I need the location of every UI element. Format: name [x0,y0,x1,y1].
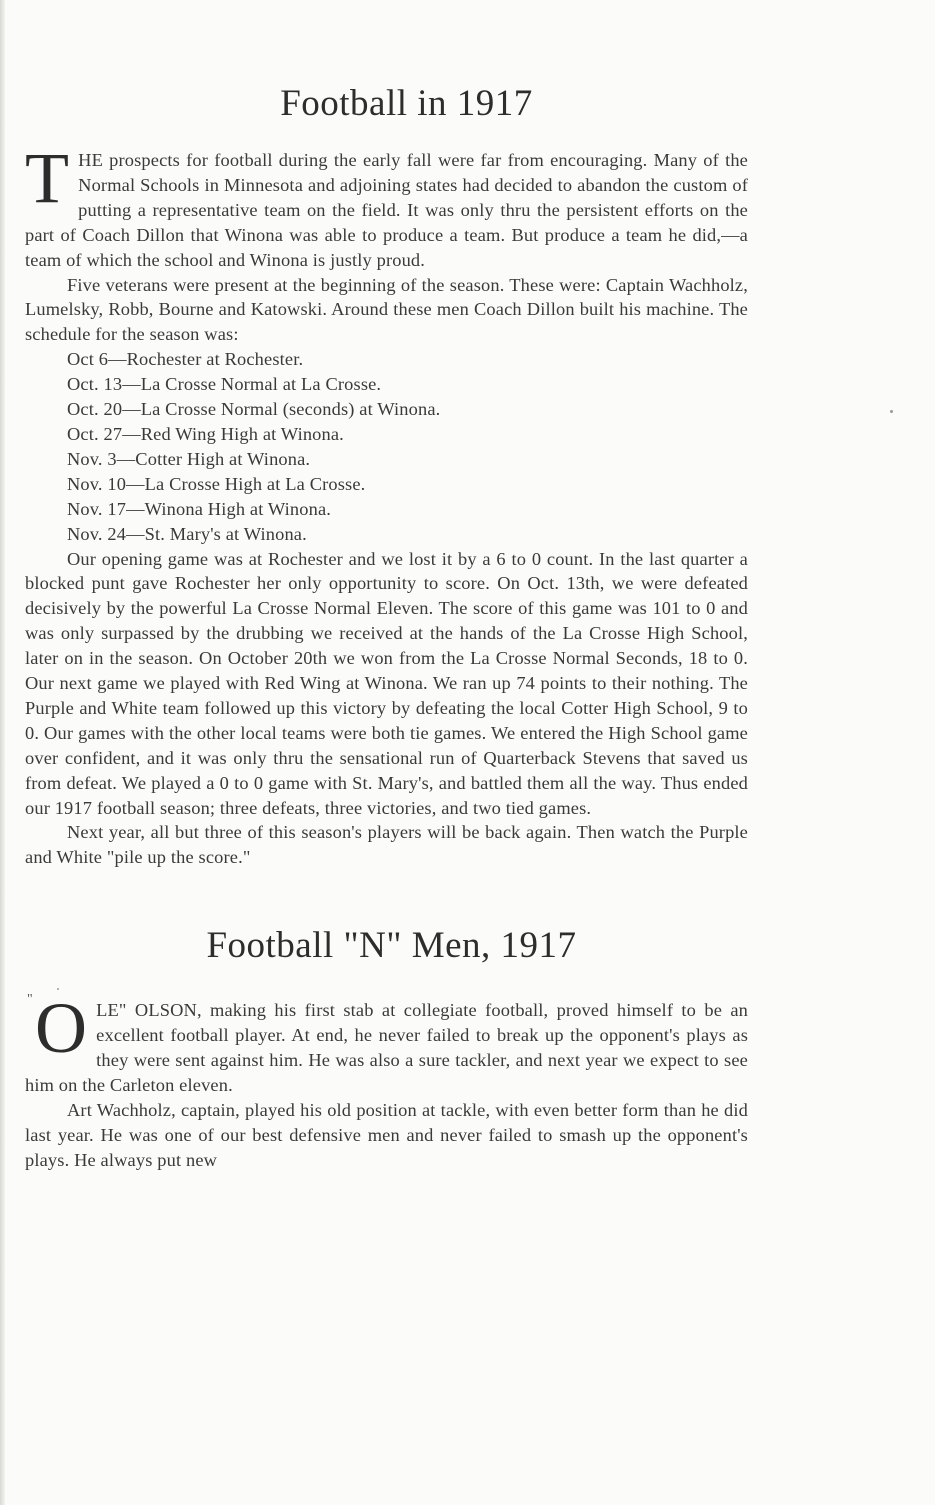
schedule-item: Nov. 10—La Crosse High at La Crosse. [67,473,366,494]
wachholz-paragraph: Art Wachholz, captain, played his old position at tackle, with even better form than he did last year. He was one of our best defensive men and never failed to smash up the opponent's plays. He always put new [25,1099,748,1170]
next-year-paragraph: Next year, all but three of this season's players will be back again. Then watch the Purple and White "pile up the score." [25,822,748,868]
page-column [25,80,748,1173]
schedule-list [25,347,748,546]
drop-cap-t: T [25,138,70,218]
heading-football-1917: Football in 1917 [280,83,533,124]
open-quote-mark: " [27,992,33,1008]
intro-text: HE prospects for football during the early fall were far from encouraging. Many of the Normal Schools in Minnesota and adjoining states had decided to abandon the custom of putting a representative team on the field. It was only thru the persistent efforts on the part of Coach Dillon that Winona was able to produce a team. But produce a team he did,—a team of which the school and Winona is justly proud. [25,150,748,270]
olson-paragraph [25,988,748,1098]
section-season-report [25,138,748,870]
schedule-item: Nov. 3—Cotter High at Winona. [67,448,311,469]
schedule-item: Oct 6—Rochester at Rochester. [67,349,304,370]
section-n-men [25,988,748,1172]
schedule-item: Nov. 24—St. Mary's at Winona. [67,523,307,544]
season-summary-paragraph: Our opening game was at Rochester and we lost it by a 6 to 0 count. In the last quarter a blocked punt gave Rochester her only opportunity to score. On Oct. 13th, we were defeated decisively by the powerful La Crosse Normal Eleven. The score of this game was 101 to 0 and was only surpassed by the drubbing we received at the hands of the La Crosse High School, later on in the season. On October 20th we won from the La Crosse Normal Seconds, 18 to 0. Our next game we played with Red Wing at Winona. We ran up 74 points to their nothing. The Purple and White team followed up this victory by defeating the local Cotter High School, 9 to 0. Our games with the other local teams were both tie games. We entered the High School game over confident, and it was only thru the sensational run of Quarterback Stevens that saved us from defeat. We played a 0 to 0 game with St. Mary's, and battled them all the way. Thus ended our 1917 football season; three defeats, three victories, and two tied games. [25,548,748,818]
schedule-item: Oct. 27—Red Wing High at Winona. [67,423,344,444]
veterans-paragraph: Five veterans were present at the beginning of the season. These were: Captain Wachholz, Lumelsky, Robb, Bourne and Katowski. Around these men Coach Dillon built his machine. The schedule for the season was: [25,274,748,345]
olson-text: LE" OLSON, making his first stab at collegiate football, proved himself to be an excellent football player. At end, he never failed to break up the opponent's plays as they were sent against him. He was also a sure tackler, and next year we expect to see him on the Carleton eleven. [25,1000,748,1095]
schedule-item: Oct. 13—La Crosse Normal at La Crosse. [67,374,382,395]
heading-n-men-1917: Football "N" Men, 1917 [206,925,577,967]
page-edge-shadow [0,0,5,1505]
paper-speck [890,410,893,413]
intro-paragraph [25,138,748,273]
schedule-item: Nov. 17—Winona High at Winona. [67,498,332,519]
drop-cap-o: O [35,988,88,1069]
schedule-item: Oct. 20—La Crosse Normal (seconds) at Winona. [67,399,441,420]
